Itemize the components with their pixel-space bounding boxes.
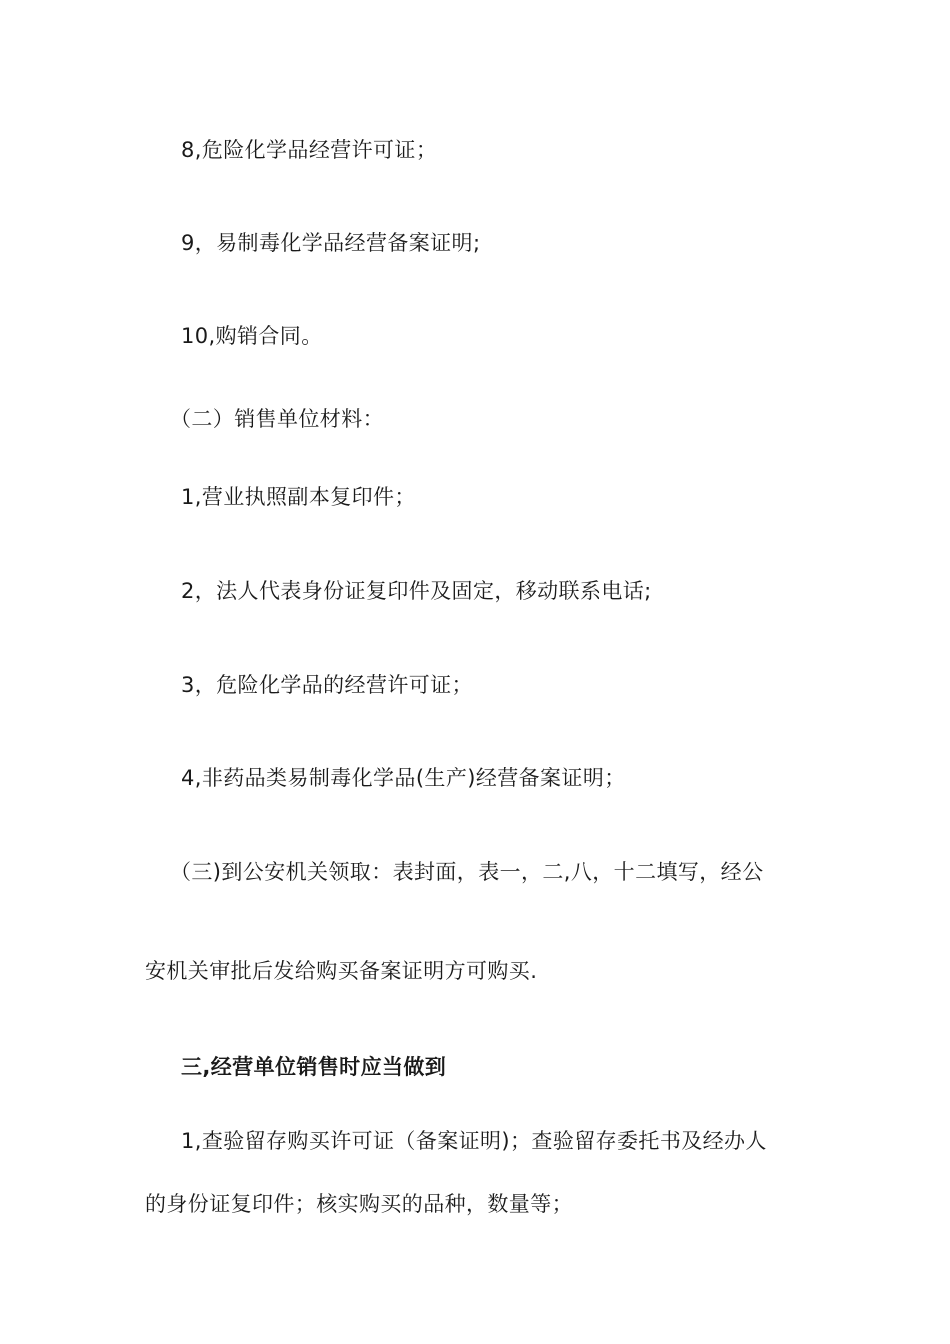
list-item-3: 3，危险化学品的经营许可证； [181,673,473,697]
section-heading-sales-obligations: 三,经营单位销售时应当做到 [181,1055,447,1079]
paragraph-verify-line-1: 1,查验留存购买许可证（备案证明)；查验留存委托书及经办人 [181,1129,767,1153]
list-item-2: 2，法人代表身份证复印件及固定，移动联系电话; [181,579,652,603]
paragraph-police-line-2: 安机关审批后发给购买备案证明方可购买. [145,959,538,983]
list-item-10: 10,购销合同。 [181,324,323,348]
list-item-1: 1,营业执照副本复印件； [181,485,416,509]
paragraph-police-line-1: （三)到公安机关领取：表封面，表一，二,八，十二填写，经公 [170,860,764,884]
paragraph-verify-line-2: 的身份证复印件；核实购买的品种，数量等； [145,1192,573,1216]
list-item-4: 4,非药品类易制毒化学品(生产)经营备案证明； [181,766,626,790]
section-heading-sales-unit: （二）销售单位材料： [170,407,384,431]
list-item-9: 9，易制毒化学品经营备案证明; [181,231,481,255]
list-item-8: 8,危险化学品经营许可证； [181,138,438,162]
